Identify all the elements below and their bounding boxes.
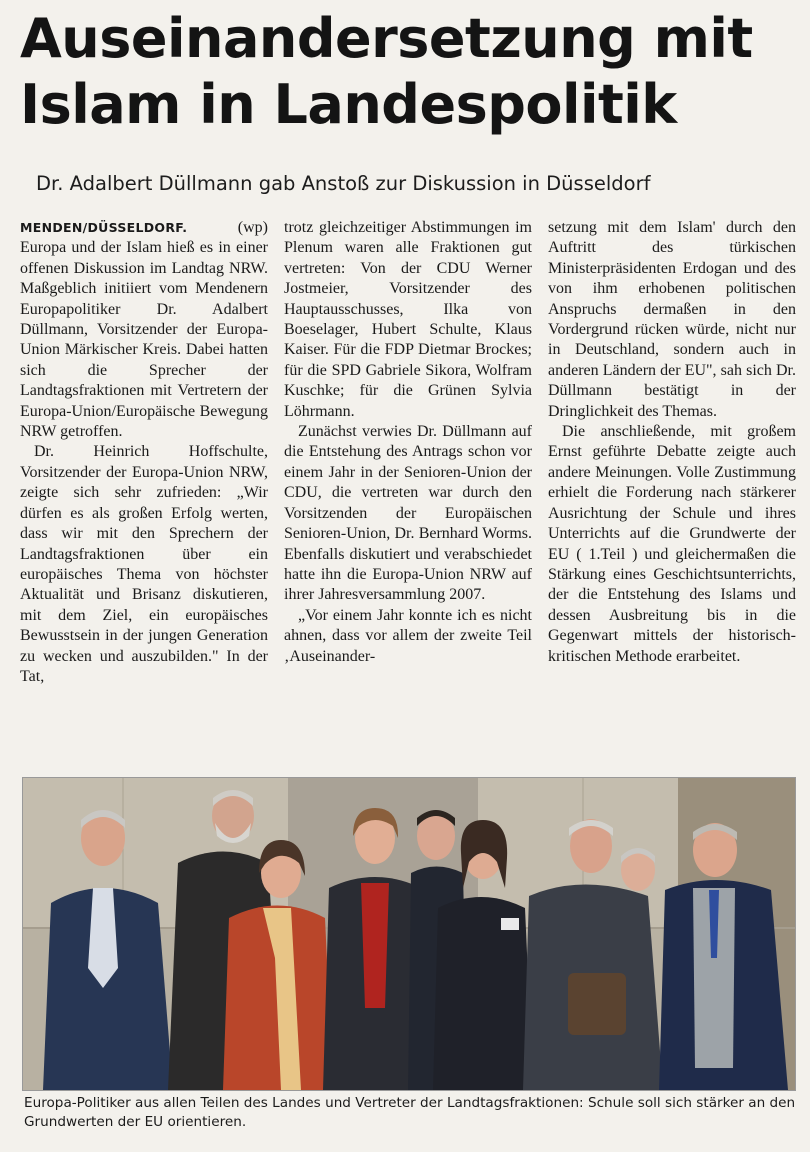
article-body [20,218,796,758]
headline-line-2: Islam in Landespolitik [20,73,677,136]
group-photo [22,777,796,1091]
article-paragraph: Dr. Heinrich Hoffschulte, Vorsitzender der Europa-Union NRW, zeigte sich sehr zufrieden: „Wir dürfen es als großen Erfolg werten, dass wir mit den Sprechern der Landtagsfraktionen über ein europäisches Thema von höchster Aktualität und Brisanz diskutieren, mit dem Ziel, ein europäisches Bewusstsein in der jungen Generation zu wecken und auszubilden." In der Tat, [20,443,268,685]
article-paragraph: „Vor einem Jahr konnte ich es nicht ahnen, dass vor allem der zweite Teil ‚Auseinander- [284,606,532,665]
article-column-3 [548,218,796,758]
article-paragraph: trotz gleichzeitiger Abstimmungen im Plenum waren alle Fraktionen gut vertreten: Von der CDU Werner Jostmeier, Vorsitzender des Hauptausschusses, Ilka von Boeselager, Hubert Schulte, Klaus Kaiser. Für die FDP Dietmar Brockes; für die SPD Gabriele Sikora, Wolfram Kuschke; für die Grünen Sylvia Löhrmann. [284,219,532,420]
article-paragraph: Die anschließende, mit großem Ernst geführte Debatte zeigte auch andere Meinungen. Volle Zustimmung erhielt die Forderung nach stärkerer Ausrichtung der Schule und ihres Unterrichts auf die Grundwerte der EU ( 1.Teil ) und gleichermaßen die Stärkung eines Geschichtsunterrichts, der die Entstehung des Islams und dessen Ausbreitung bis in die Gegenwart mittels der historisch-kritischen Methode erarbeitet. [548,423,796,665]
dateline: MENDEN/DÜSSELDORF. [20,220,188,235]
headline-line-1: Auseinandersetzung mit [20,7,753,70]
article-column-1 [20,218,268,758]
group-photo-illustration [23,778,795,1090]
subheadline: Dr. Adalbert Düllmann gab Anstoß zur Diskussion in Düsseldorf [36,172,651,195]
agency-tag: (wp) [237,219,268,236]
article-paragraph: Zunächst verwies Dr. Düllmann auf die Entstehung des Antrags schon vor einem Jahr in der Senioren-Union der CDU, die vertreten war durch den Vorsitzenden der Europäischen Senioren-Union, Dr. Bernhard Worms. Ebenfalls diskutiert und verabschiedet hatte ihn die Europa-Union NRW auf ihrer Jahresversammlung 2007. [284,423,532,604]
headline [20,6,800,138]
article-paragraph [20,218,268,442]
article-paragraph: setzung mit dem Islam' durch den Auftritt des türkischen Ministerpräsidenten Erdogan und des von ihm erhobenen politischen Anspruchs dermaßen in den Vordergrund rücken würde, nicht nur in Deutschland, sondern auch in anderen Ländern der EU", sah sich Dr. Düllmann bestätigt in der Dringlichkeit des Themas. [548,219,796,420]
article-column-2 [284,218,532,758]
person-8 [621,848,655,891]
photo-caption: Europa-Politiker aus allen Teilen des Landes und Vertreter der Landtagsfraktionen: Schule soll sich stärker an den Grundwerten der EU orientieren. [24,1095,796,1130]
paragraph-text: Europa und der Islam hieß es in einer offenen Diskussion im Landtag NRW. Maßgeblich initiiert vom Mendenern Europapolitiker Dr. Adalbert Düllmann, Vorsitzender der Europa-Union Märkischer Kreis. Dabei hatten sich die Sprecher der Landtagsfraktionen mit Vertretern der Europa-Union/Europäische Bewegung NRW getroffen. [20,239,268,441]
